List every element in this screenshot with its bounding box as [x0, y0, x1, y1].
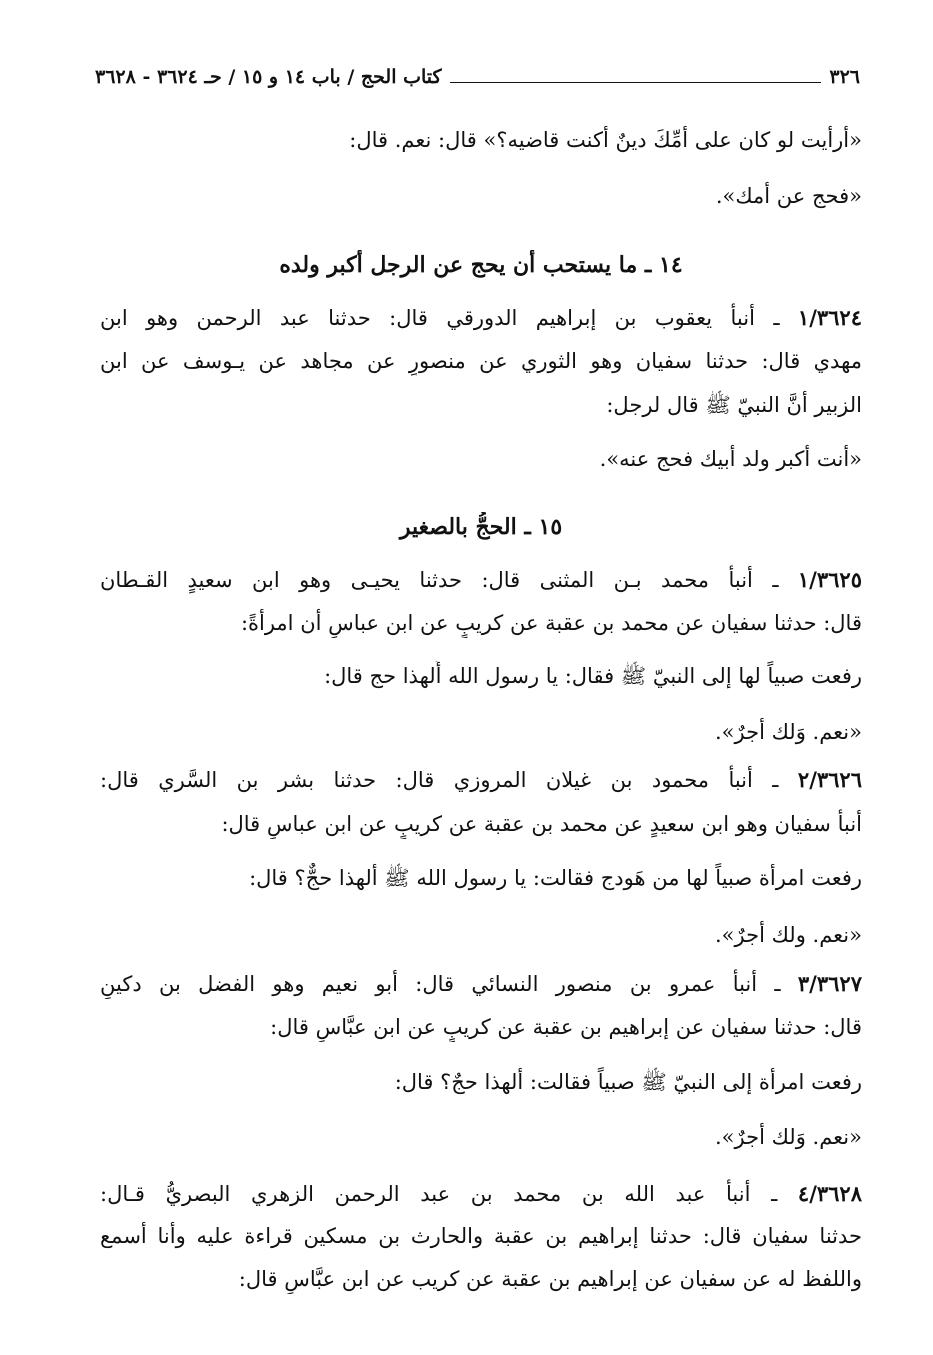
hadith-number: ٣/٣٦٢٧	[797, 971, 862, 996]
text-line: قال: حدثنا سفيان عن إبراهيم بن عقبة عن كريبٍ عن ابن عبَّاسٍ قال:	[270, 1015, 862, 1039]
text-span: ـ أنبأ عبد الله بن محمد بن عبد الرحمن الزهري البصريُّ قـال:	[100, 1182, 778, 1206]
text-line: «نعم. وَلك أجرٌ».	[715, 1125, 862, 1149]
chapter-heading-14: ١٤ ـ ما يستحب أن يحج عن الرجل أكبر ولده	[279, 252, 683, 278]
hadith-3624-line	[100, 303, 862, 333]
text-line: حدثنا سفيان قال: حدثنا إبراهيم بن عقبة والحارث بن مسكين قراءة عليه وأنا أسمع	[100, 1224, 862, 1248]
running-title: كتاب الحج / باب ١٤ و ١٥ / حـ ٣٦٢٤ - ٣٦٢٨	[95, 66, 442, 88]
text-span: ـ أنبأ محمود بن غيلان المروزي قال: حدثنا بشر بن السَّري قال:	[100, 768, 779, 792]
hadith-number: ٤/٣٦٢٨	[797, 1181, 862, 1206]
text-line: رفعت امرأة صبياً لها من هَودج فقالت: يا رسول الله ﷺ ألهذا حجٌّ؟ قال:	[249, 866, 862, 890]
text-span: ـ أنبأ عمرو بن منصور النسائي قال: أبو نعيم وهو الفضل بن دكينٍ	[100, 972, 781, 996]
text-line: أنبأ سفيان وهو ابن سعيدٍ عن محمد بن عقبة عن كريبٍ عن ابن عباسٍ قال:	[221, 812, 862, 836]
text-line: مهدي قال: حدثنا سفيان وهو الثوري عن منصورٍ عن مجاهد عن يـوسف عن ابن	[100, 349, 862, 373]
hadith-3626-line	[100, 765, 862, 795]
text-line: «أنت أكبر ولد أبيك فحج عنه».	[599, 447, 862, 471]
page-number: ٣٢٦	[829, 66, 860, 88]
text-span: ـ أنبأ محمد بـن المثنى قال: حدثنا يحيـى وهو ابن سعيدٍ القـطان	[100, 568, 779, 592]
page-header	[95, 62, 860, 92]
text-line: رفعت صبياً لها إلى النبيّ ﷺ فقال: يا رسول الله أَلهذا حج قال:	[324, 664, 862, 688]
text-line: «أرأيت لو كان على أمِّكَ دينٌ أكنت قاضيه؟» قال: نعم. قال:	[349, 128, 862, 152]
header-rule	[450, 82, 822, 83]
text-line: «نعم. ولك أجرٌ».	[715, 923, 862, 947]
text-span: ـ أنبأ يعقوب بن إبراهيم الدورقي قال: حدثنا عبد الرحمن وهو ابن	[100, 306, 780, 330]
hadith-number: ١/٣٦٢٤	[797, 305, 862, 330]
text-line: «نعم. وَلك أجرٌ».	[715, 720, 862, 744]
hadith-3628-line	[100, 1179, 862, 1209]
hadith-number: ٢/٣٦٢٦	[797, 767, 862, 792]
hadith-number: ١/٣٦٢٥	[797, 567, 862, 592]
text-line: الزبير أنَّ النبيّ ﷺ قال لرجل:	[606, 393, 862, 417]
chapter-heading-15: ١٥ ـ الحجُّ بالصغير	[399, 514, 563, 540]
text-line: «فحج عن أمك».	[715, 184, 862, 208]
hadith-3625-line	[100, 565, 862, 595]
hadith-3627-line	[100, 969, 862, 999]
text-line: رفعت امرأة إلى النبيّ ﷺ صبياً فقالت: ألهذا حجٌ؟ قال:	[394, 1070, 862, 1094]
text-line: واللفظ له عن سفيان عن إبراهيم بن عقبة عن كريب عن ابن عبَّاسٍ قال:	[238, 1267, 862, 1291]
text-line: قال: حدثنا سفيان عن محمد بن عقبة عن كريبٍ عن ابن عباسٍ أن امرأةً:	[240, 611, 862, 635]
